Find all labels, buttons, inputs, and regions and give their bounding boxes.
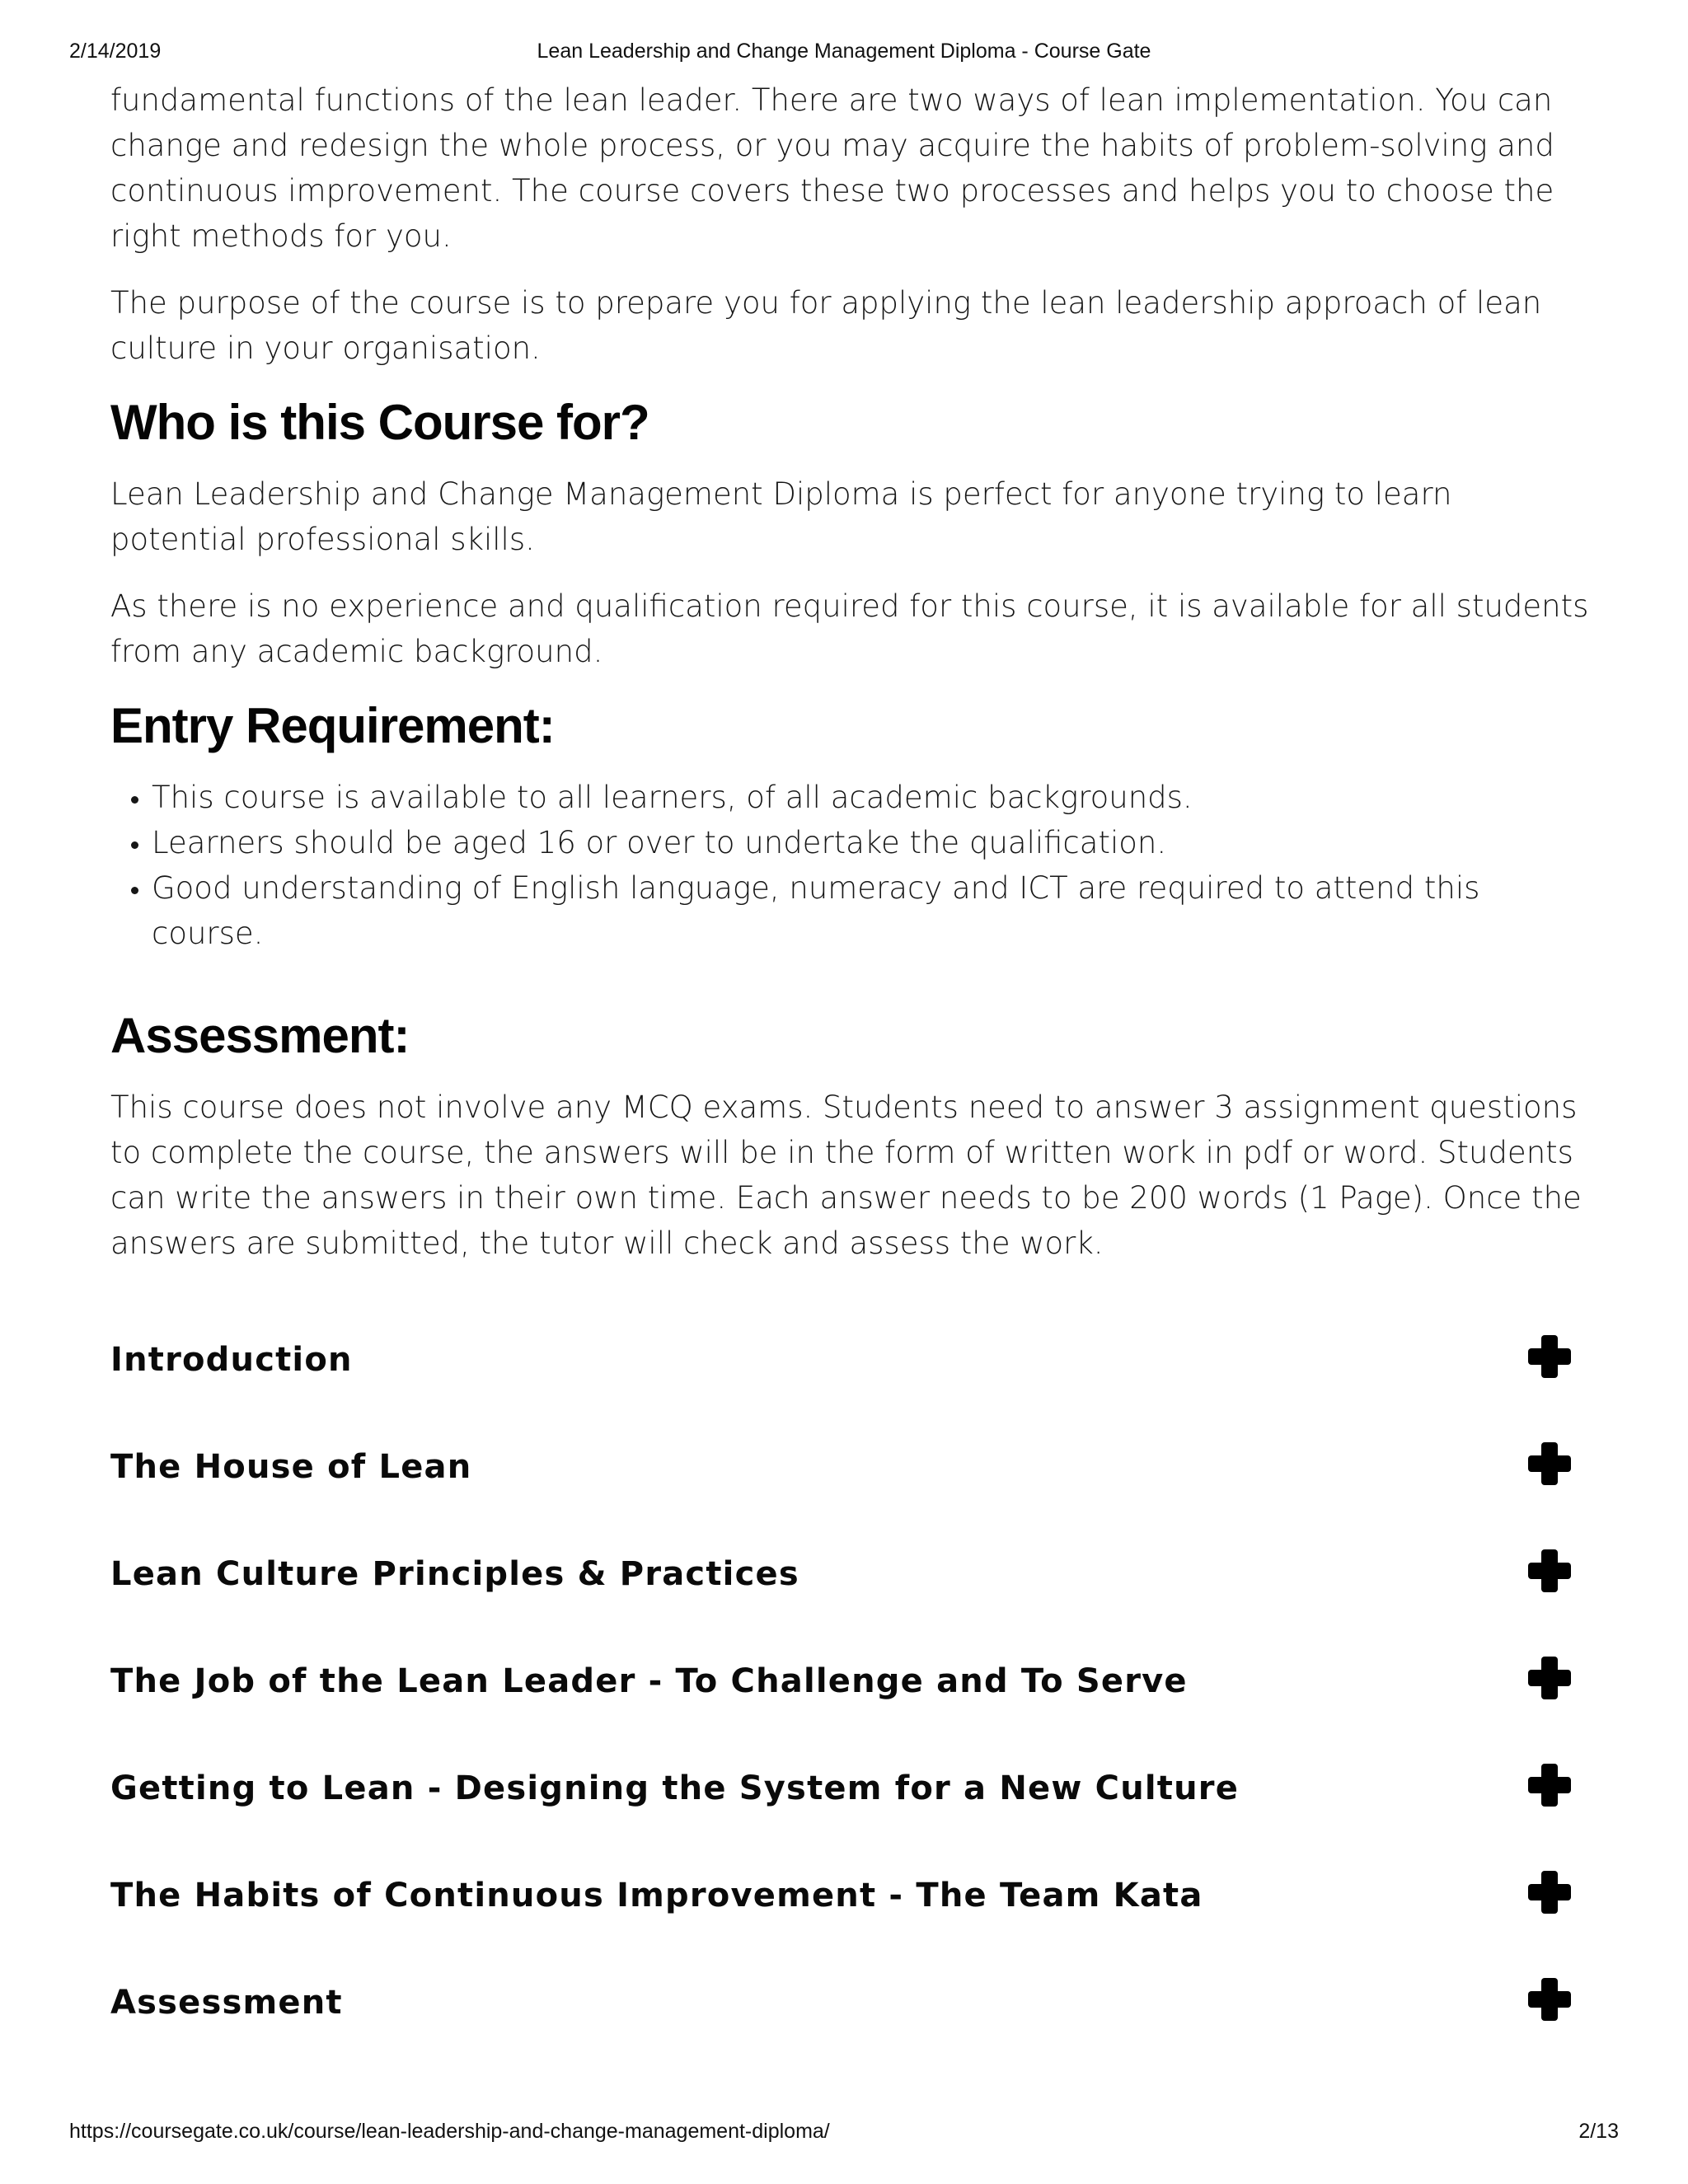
course-description: [110, 77, 1594, 1287]
accordion-item-introduction[interactable]: [110, 1322, 1571, 1429]
accordion-item-label: Introduction: [110, 1341, 353, 1379]
plus-icon[interactable]: [1528, 1871, 1571, 1914]
curriculum-accordion: [110, 1322, 1571, 2072]
plus-icon[interactable]: [1528, 1549, 1571, 1592]
list-item: • This course is available to all learners, of all academic backgrounds.: [152, 775, 1594, 820]
who-for-heading: Who is this Course for?: [110, 395, 649, 450]
print-page-title: Lean Leadership and Change Management Diploma - Course Gate: [537, 40, 1151, 63]
plus-icon[interactable]: [1528, 1978, 1571, 2021]
list-item: • Good understanding of English language, numeracy and ICT are required to attend this course.: [152, 865, 1594, 956]
assessment-heading: Assessment:: [110, 1008, 410, 1063]
accordion-item-label: Getting to Lean - Designing the System for a New Culture: [110, 1769, 1240, 1807]
print-header: [0, 40, 1688, 68]
who-for-paragraph: Lean Leadership and Change Management Diploma is perfect for anyone trying to learn potential professional skills.: [110, 476, 1452, 557]
accordion-item-lean-culture[interactable]: [110, 1536, 1571, 1643]
list-item: • Learners should be aged 16 or over to undertake the qualification.: [152, 820, 1594, 865]
plus-icon[interactable]: [1528, 1764, 1571, 1807]
entry-requirement-list: [110, 775, 1594, 956]
purpose-paragraph: The purpose of the course is to prepare you for applying the lean leadership approach of lean culture in your organisation.: [110, 285, 1542, 366]
entry-requirement-heading: Entry Requirement:: [110, 698, 555, 753]
plus-icon[interactable]: [1528, 1442, 1571, 1485]
accordion-item-assessment[interactable]: [110, 1965, 1571, 2072]
plus-icon[interactable]: [1528, 1657, 1571, 1699]
print-footer: [0, 2120, 1688, 2148]
print-url: https://coursegate.co.uk/course/lean-leadership-and-change-management-diploma/: [69, 2120, 830, 2143]
accordion-item-getting-to-lean[interactable]: [110, 1750, 1571, 1858]
who-for-paragraph: As there is no experience and qualification required for this course, it is available for all students from any academic background.: [110, 588, 1589, 669]
plus-icon[interactable]: [1528, 1335, 1571, 1378]
accordion-item-continuous-improvement[interactable]: [110, 1858, 1571, 1965]
accordion-item-house-of-lean[interactable]: [110, 1429, 1571, 1536]
intro-paragraph: fundamental functions of the lean leader. There are two ways of lean implementation. You can change and redesign the whole process, or you may acquire the habits of problem-solving and continuous improvement. The course covers these two processes and helps you to choose the right methods for you.: [110, 82, 1554, 254]
accordion-item-label: The House of Lean: [110, 1448, 472, 1486]
accordion-item-lean-leader-job[interactable]: [110, 1643, 1571, 1750]
accordion-item-label: Lean Culture Principles & Practices: [110, 1555, 799, 1593]
page-number: 2/13: [1578, 2120, 1619, 2143]
assessment-paragraph: This course does not involve any MCQ exams. Students need to answer 3 assignment questions to complete the course, the answers will be in the form of written work in pdf or word. Students can write the answers in their own time. Each answer needs to be 200 words (1 Page). Once the answers are submitted, the tutor will check and assess the work.: [110, 1090, 1582, 1261]
accordion-item-label: Assessment: [110, 1984, 343, 2022]
accordion-item-label: The Habits of Continuous Improvement - The Team Kata: [110, 1877, 1203, 1915]
print-date: 2/14/2019: [69, 40, 162, 63]
accordion-item-label: The Job of the Lean Leader - To Challenge and To Serve: [110, 1662, 1188, 1700]
